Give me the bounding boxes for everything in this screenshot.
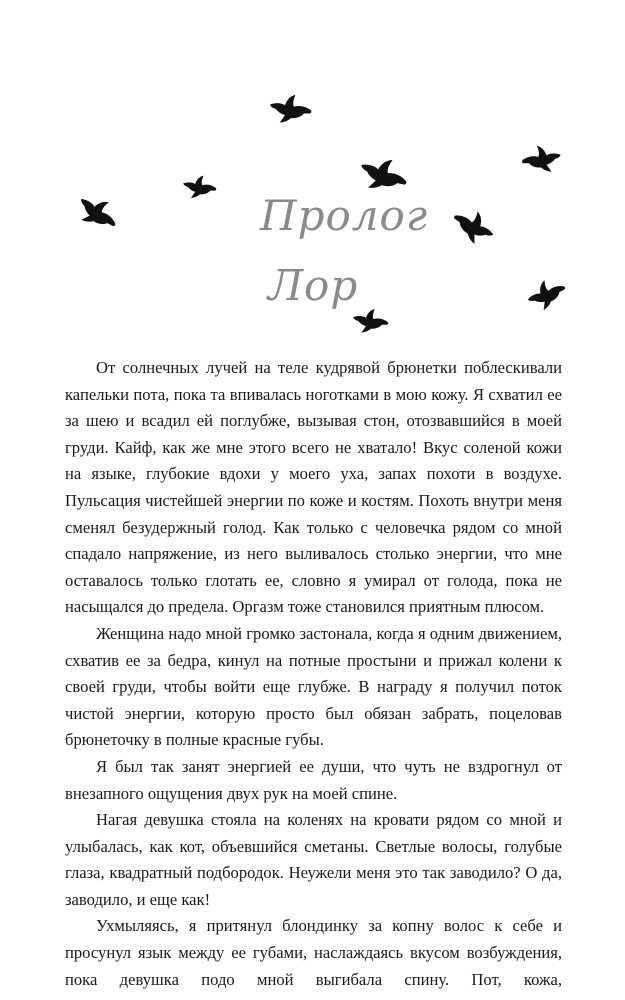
paragraph: Нагая девушка стояла на коленях на кровати рядом со мной и улыбалась, как кот, объевшийся сметаны. Светлые волосы, голубые глаза, квадратный подбородок. Неужели меня это так заводило? О да, заводило, и еще как! (65, 810, 562, 909)
paragraph: Ухмыляясь, я притянул блондинку за копну волос к себе и просунул язык между ее губами, наслаждаясь вкусом возбуждения, пока девушка подо мной выгибала спину. Пот, кожа, (65, 916, 562, 989)
bird-icon (181, 175, 219, 199)
paragraph: Я был так занят энергией ее души, что чуть не вздрогнул от внезапного ощущения двух рук на моей спине. (65, 756, 562, 803)
bird-icon (443, 197, 502, 255)
paragraph: Женщина надо мной громко застонала, когда я одним движением, схватив ее за бедра, кинул на потные простыни и прижал колени к своей груди, чтобы войти еще глубже. В награду я получил поток чистой энергии, которую просто был обязан забрать, поцеловав брюнеточку в полные красные губы. (65, 623, 562, 750)
bird-icon (520, 269, 573, 319)
bird-icon (352, 308, 390, 334)
chapter-title: Пролог (260, 191, 429, 240)
body-text (65, 355, 562, 993)
bird-icon (519, 145, 563, 173)
paragraph: От солнечных лучей на теле кудрявой брюнетки поблескивали капельки пота, пока та впивалась ноготками в мою кожу. Я схватил ее за шею и всадил ей поглубже, вызывая стон, отозвавшийся в моей груди. Кайф, как же мне этого всего не хватало! Вкус соленой кожи на языке, глубокие вдохи у моего уха, запах похоти в воздухе. Пульсация чистейшей энергии по коже и костям. Похоть внутри меня сменял безудержный голод. Как только с человечка рядом со мной спадало напряжение, из него выливалось столько энергии, что мне оставалось только глотать ее, словно я умирал от голода, пока не насыщался до предела. Оргазм тоже становился приятным плюсом. (65, 358, 562, 617)
bird-icon (70, 187, 127, 239)
chapter-subtitle: Лор (268, 261, 359, 310)
bird-icon (266, 94, 316, 124)
